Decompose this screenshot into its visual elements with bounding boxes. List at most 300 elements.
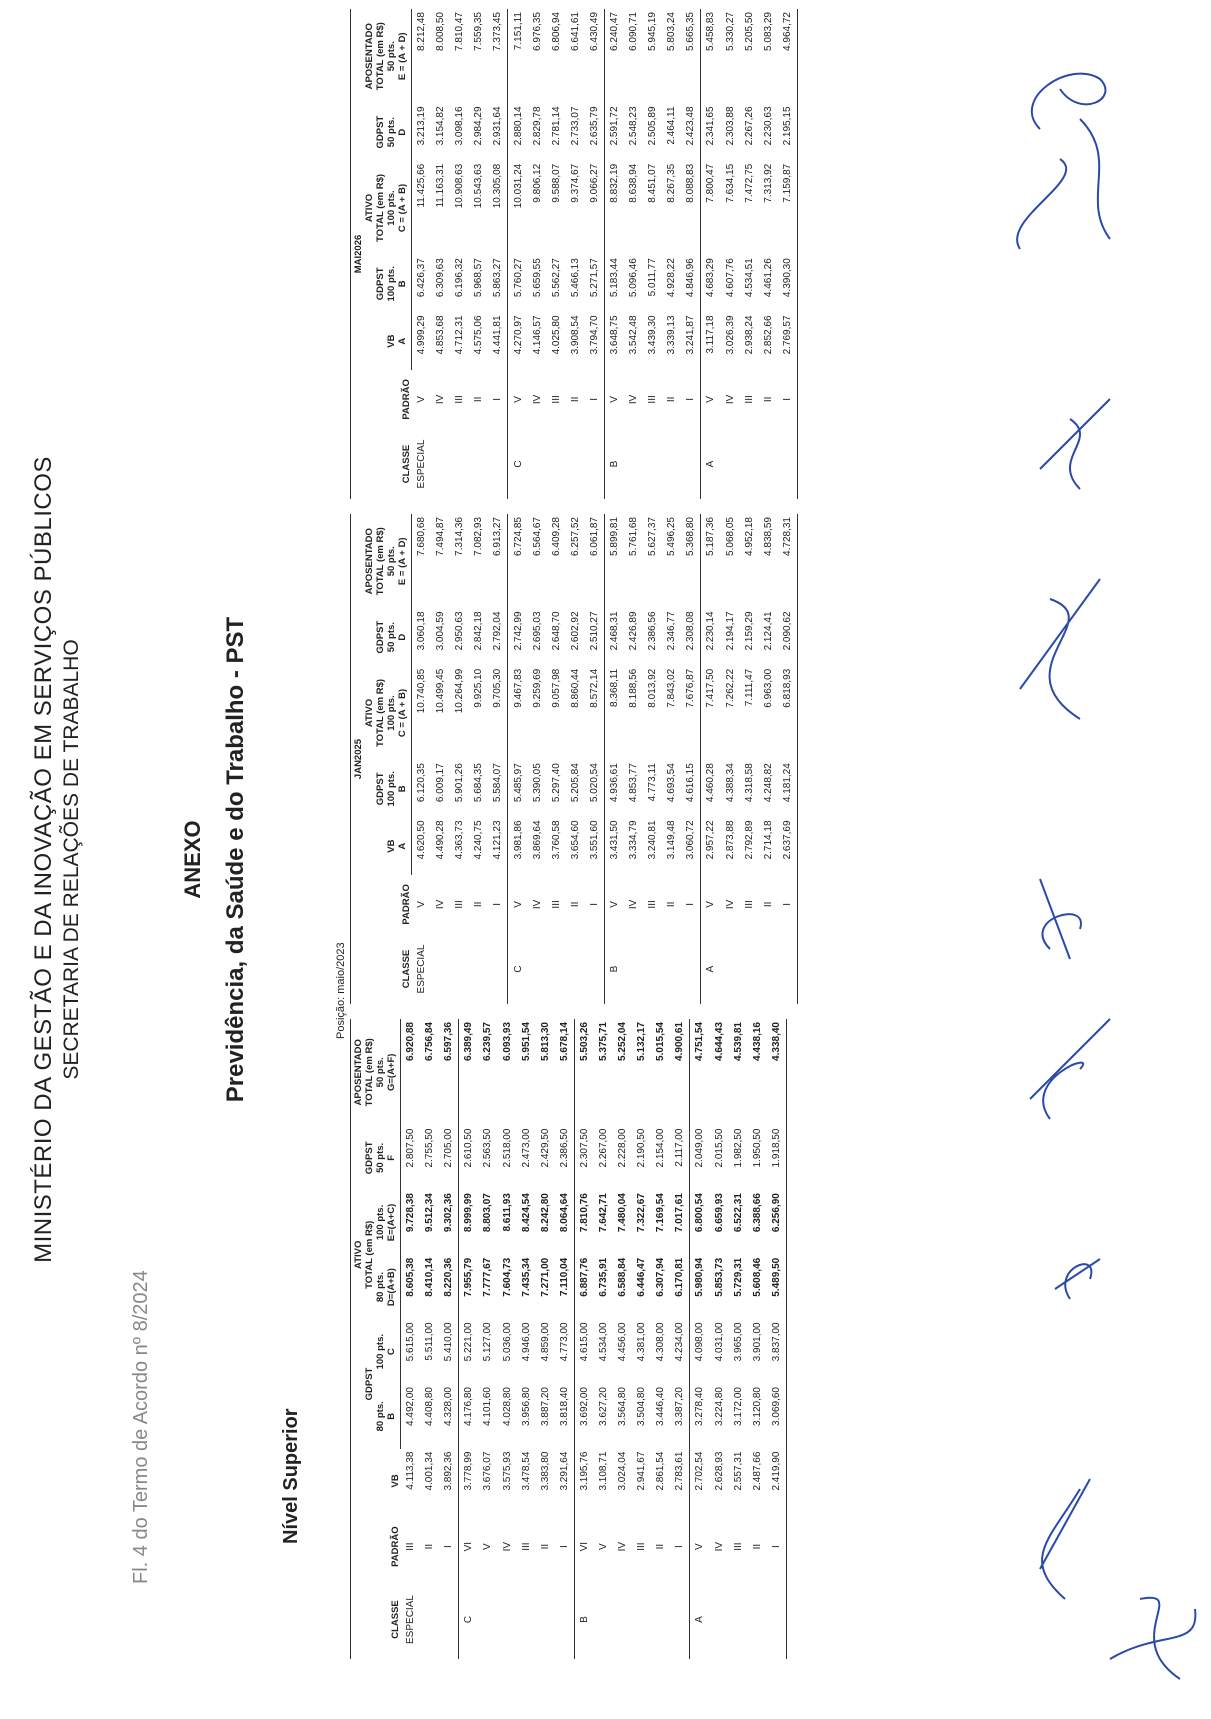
- cell-classe: C: [508, 429, 528, 499]
- cell-value: 4.644,43: [713, 1022, 725, 1061]
- cell-classe: [528, 934, 547, 1004]
- cell-value: 7.322,67: [636, 1193, 648, 1233]
- gdpst2-points: 50 pts.: [386, 117, 397, 148]
- salary-table-jan2025: [350, 514, 798, 1004]
- cell-classe: [566, 934, 585, 1004]
- cell-classe: [547, 429, 566, 499]
- cell-value: 3.195,76: [574, 1449, 594, 1514]
- cell-value: 2.880,14: [508, 103, 528, 160]
- cell-value: 7.169,54: [655, 1193, 667, 1233]
- cell-padrao: III: [404, 1542, 416, 1551]
- cell-value: 7.634,15: [724, 163, 736, 203]
- cell-value: 4.146,57: [531, 315, 543, 355]
- cell-classe: [662, 429, 681, 499]
- cell-value: 3.240,81: [647, 820, 659, 860]
- aposentado-total-label: TOTAL (em R$): [375, 527, 386, 596]
- cell-value: 4.620,50: [416, 820, 428, 860]
- table-row: [528, 9, 547, 499]
- cell-value: 7.111,47: [743, 668, 755, 707]
- cell-value: 7.810,76: [574, 1190, 594, 1255]
- cell-classe: [778, 934, 798, 1004]
- cell-value: 4.248,82: [762, 763, 774, 803]
- cell-padrao: V: [415, 396, 427, 403]
- cell-value: 4.001,34: [424, 1451, 436, 1491]
- col-letter-c: C: [386, 1319, 401, 1384]
- cell-value: 7.262,22: [724, 668, 736, 708]
- cell-value: 3.478,54: [520, 1451, 532, 1491]
- cell-value: 6.818,93: [778, 666, 798, 760]
- cell-value: 2.423,48: [685, 106, 697, 146]
- cell-padrao: III: [454, 900, 466, 909]
- cell-value: 7.314,36: [454, 517, 466, 556]
- cell-value: 4.859,00: [539, 1322, 551, 1362]
- cell-value: 3.542,48: [628, 315, 640, 355]
- cell-value: 5.015,54: [655, 1022, 667, 1061]
- cell-classe: [566, 429, 585, 499]
- cell-value: 10.499,45: [435, 668, 447, 714]
- cell-value: 2.303,88: [724, 106, 736, 146]
- cell-value: 3.387,20: [674, 1387, 686, 1426]
- cell-value: 4.388,34: [724, 763, 736, 803]
- table-row: [778, 514, 798, 1004]
- cell-value: 6.170,81: [674, 1257, 686, 1297]
- cell-padrao: IV: [628, 899, 640, 910]
- cell-padrao: III: [732, 1542, 744, 1551]
- cell-padrao: IV: [724, 899, 736, 910]
- cell-value: 5.205,84: [569, 763, 581, 803]
- col-aposentado: [351, 1019, 387, 1126]
- table-row: [517, 1019, 536, 1659]
- cell-value: 8.410,14: [424, 1257, 436, 1297]
- cell-value: 3.278,40: [690, 1384, 710, 1449]
- cell-value: 6.093,93: [501, 1022, 513, 1061]
- aposentado-label: APOSENTADO: [364, 528, 375, 595]
- cell-value: 5.678,14: [558, 1022, 570, 1061]
- cell-value: 4.025,80: [550, 315, 562, 355]
- cell-value: 6.239,57: [482, 1022, 494, 1061]
- table-row: [643, 514, 662, 1004]
- cell-value: 8.368,11: [604, 666, 624, 760]
- table-row: [508, 514, 528, 1004]
- gdpst-points: 100 pts.: [386, 266, 397, 302]
- table-row: [401, 1019, 421, 1659]
- table3-body: [412, 9, 798, 499]
- cell-value: 2.628,93: [713, 1451, 725, 1491]
- cell-value: 4.461,26: [762, 258, 774, 298]
- cell-classe: [778, 429, 798, 499]
- col-letter-g: G=(A+F): [386, 1019, 401, 1126]
- cell-padrao: IV: [724, 394, 736, 405]
- cell-value: 3.060,72: [685, 820, 697, 860]
- cell-value: 9.512,34: [424, 1193, 436, 1233]
- cell-value: 2.873,88: [724, 820, 736, 860]
- cell-value: 3.818,40: [558, 1387, 570, 1426]
- col-padrao: PADRÃO: [400, 379, 412, 420]
- cell-classe: [555, 1580, 575, 1659]
- cell-classe: [740, 934, 759, 1004]
- cell-value: 3.069,60: [767, 1384, 787, 1449]
- cell-value: 3.241,87: [685, 315, 697, 355]
- cell-value: 7.417,50: [701, 666, 721, 760]
- cell-value: 6.061,87: [588, 517, 600, 556]
- cell-classe: [585, 934, 605, 1004]
- table-row: [459, 1019, 479, 1659]
- gdpst-label: GDPST: [375, 267, 386, 301]
- cell-classe: [528, 429, 547, 499]
- cell-value: 3.908,54: [569, 315, 581, 355]
- cell-value: 4.438,16: [751, 1022, 763, 1061]
- cell-value: 6.806,94: [550, 12, 562, 51]
- cell-padrao: III: [743, 395, 755, 404]
- cell-classe: [431, 429, 450, 499]
- table-row: [701, 9, 721, 499]
- aposentado-label: APOSENTADO: [353, 1039, 364, 1106]
- cell-value: 10.908,63: [454, 163, 466, 209]
- gdpst-label: GDPST: [375, 772, 386, 806]
- cell-padrao: V: [701, 370, 721, 429]
- cell-value: 2.090,62: [778, 608, 798, 665]
- table-row: [651, 1019, 670, 1659]
- col-t100: 100 pts.: [375, 1204, 386, 1241]
- cell-value: 2.015,50: [713, 1128, 725, 1168]
- cell-value: 4.363,73: [454, 820, 466, 860]
- cell-value: 8.803,07: [482, 1193, 494, 1233]
- cell-classe: [469, 934, 488, 1004]
- cell-classe: B: [574, 1580, 594, 1659]
- cell-value: 2.341,65: [701, 103, 721, 160]
- cell-padrao: IV: [435, 899, 447, 910]
- cell-classe: [767, 1580, 787, 1659]
- col-letter-b: B: [386, 1384, 401, 1449]
- cell-classe: [594, 1580, 613, 1659]
- cell-classe: C: [459, 1580, 479, 1659]
- cell-value: 5.503,26: [574, 1019, 594, 1126]
- signature-2: [1040, 1479, 1090, 1599]
- cell-padrao: V: [482, 1543, 494, 1550]
- cell-value: 3.869,64: [531, 820, 543, 860]
- cell-value: 2.195,15: [778, 103, 798, 160]
- cell-value: 2.733,07: [569, 106, 581, 146]
- cell-value: 10.031,24: [508, 161, 528, 255]
- cell-value: 9.467,83: [508, 666, 528, 760]
- cell-classe: [488, 934, 508, 1004]
- cell-padrao: II: [762, 396, 774, 403]
- cell-value: 3.446,40: [655, 1387, 667, 1426]
- cell-value: 5.659,55: [531, 258, 543, 298]
- cell-value: 3.439,30: [647, 315, 659, 355]
- cell-value: 5.011,77: [647, 258, 659, 297]
- table-row: [681, 9, 701, 499]
- cell-value: 3.564,80: [617, 1387, 629, 1426]
- col-aposentado: [364, 9, 397, 103]
- table-row: [604, 514, 624, 1004]
- cell-value: 7.676,87: [685, 668, 697, 708]
- cell-value: 3.154,82: [435, 106, 447, 146]
- cell-padrao: I: [778, 875, 798, 934]
- table-row: [748, 1019, 767, 1659]
- cell-value: 5.968,57: [473, 258, 485, 298]
- cell-value: 3.339,13: [666, 315, 678, 355]
- cell-padrao: IV: [531, 394, 543, 405]
- cell-value: 2.950,63: [454, 611, 466, 651]
- cell-padrao: II: [539, 1543, 551, 1550]
- cell-value: 3.504,80: [636, 1387, 648, 1426]
- cell-classe: [632, 1580, 651, 1659]
- col-letter-e: E = (A + D): [397, 9, 412, 103]
- cell-padrao: I: [778, 370, 798, 429]
- cell-value: 3.149,48: [666, 820, 678, 860]
- cell-value: 2.346,77: [666, 611, 678, 651]
- cell-value: 7.435,34: [520, 1257, 532, 1297]
- cell-value: 3.026,39: [724, 315, 736, 355]
- cell-value: 3.004,59: [435, 611, 447, 651]
- cell-padrao: I: [674, 1545, 686, 1549]
- cell-value: 4.683,29: [701, 255, 721, 312]
- cell-value: 3.676,07: [482, 1451, 494, 1491]
- ativo-total-label: TOTAL (em R$): [375, 173, 386, 243]
- table-row: [488, 514, 508, 1004]
- cell-value: 8.451,07: [647, 163, 659, 203]
- cell-value: 6.659,93: [713, 1193, 725, 1233]
- cell-value: 6.800,54: [690, 1190, 710, 1255]
- cell-value: 8.424,54: [520, 1193, 532, 1233]
- cell-padrao: V: [508, 875, 528, 934]
- cell-value: 3.692,00: [574, 1384, 594, 1449]
- cell-value: 7.271,00: [539, 1257, 551, 1297]
- cell-value: 5.083,29: [762, 12, 774, 51]
- cell-value: 2.563,50: [482, 1128, 494, 1168]
- gdpst2-label: GDPST: [375, 115, 386, 149]
- salary-table-2023: [350, 1019, 787, 1659]
- cell-value: 4.846,96: [685, 258, 697, 298]
- cell-value: 4.952,18: [743, 517, 755, 556]
- cell-value: 3.956,80: [520, 1387, 532, 1426]
- col-ativo: [364, 666, 397, 760]
- cell-value: 5.496,25: [666, 517, 678, 556]
- cell-value: 7.800,47: [701, 161, 721, 255]
- table-row: [439, 1019, 459, 1659]
- cell-value: 5.627,37: [647, 517, 659, 556]
- cell-classe: [613, 1580, 632, 1659]
- secretaria-heading: SECRETARIA DE RELAÇÕES DE TRABALHO: [60, 639, 83, 1080]
- cell-value: 2.591,72: [604, 103, 624, 160]
- table-row: [662, 514, 681, 1004]
- cell-padrao: II: [751, 1543, 763, 1550]
- cell-value: 8.064,64: [558, 1193, 570, 1233]
- cell-value: 2.637,69: [778, 817, 798, 874]
- cell-value: 2.468,31: [604, 608, 624, 665]
- cell-value: 3.098,16: [454, 106, 466, 146]
- cell-value: 5.368,80: [685, 517, 697, 556]
- cell-value: 5.458,83: [701, 9, 721, 103]
- cell-padrao: I: [685, 398, 697, 401]
- cell-value: 11.163,31: [435, 163, 447, 208]
- cell-value: 5.252,04: [617, 1022, 629, 1061]
- cell-value: 2.769,57: [778, 312, 798, 369]
- table-row: [670, 1019, 690, 1659]
- cell-value: 2.755,50: [424, 1128, 436, 1168]
- table-row: [566, 514, 585, 1004]
- signature-4: [1030, 1019, 1110, 1119]
- cell-value: 4.693,54: [666, 763, 678, 803]
- cell-value: 9.057,98: [550, 668, 562, 708]
- cell-value: 4.121,23: [492, 820, 504, 860]
- cell-classe: [478, 1580, 497, 1659]
- cell-classe: [469, 429, 488, 499]
- cell-value: 4.381,00: [636, 1322, 648, 1362]
- cell-value: 2.957,22: [701, 817, 721, 874]
- cell-value: 9.728,38: [405, 1193, 417, 1233]
- cell-value: 5.980,94: [690, 1255, 710, 1320]
- cell-value: 5.951,54: [520, 1022, 532, 1061]
- cell-value: 2.049,00: [690, 1126, 710, 1191]
- cell-value: 2.702,54: [690, 1449, 710, 1514]
- cell-classe: [662, 934, 681, 1004]
- cell-value: 6.009,17: [435, 763, 447, 803]
- cell-padrao: I: [492, 903, 504, 906]
- cell-value: 2.829,78: [531, 106, 543, 146]
- table-row: [710, 1019, 729, 1659]
- cell-value: 4.607,76: [724, 258, 736, 298]
- cell-padrao: I: [588, 903, 600, 906]
- cell-value: 2.426,89: [628, 611, 640, 651]
- cell-classe: [547, 934, 566, 1004]
- cell-classe: [670, 1580, 690, 1659]
- cell-value: 2.635,79: [588, 106, 600, 146]
- cell-value: 5.945,19: [647, 12, 659, 51]
- cell-value: 3.794,70: [588, 315, 600, 355]
- cell-value: 5.375,71: [597, 1022, 609, 1061]
- cell-value: 2.190,50: [636, 1128, 648, 1168]
- cell-value: 6.913,27: [492, 517, 504, 556]
- ativo-total-label: TOTAL (em R$): [375, 678, 386, 748]
- col-letter-d: D=(A+B): [386, 1255, 401, 1320]
- cell-classe: [450, 429, 469, 499]
- col-letter-d: D: [397, 608, 412, 665]
- cell-value: 5.466,13: [569, 258, 581, 298]
- cell-value: 3.108,71: [597, 1451, 609, 1491]
- aposentado-label: APOSENTADO: [364, 23, 375, 90]
- cell-value: 5.330,27: [724, 12, 736, 51]
- cell-padrao: II: [569, 396, 581, 403]
- salary-table-mai2026: [350, 9, 798, 499]
- cell-value: 4.539,81: [732, 1022, 744, 1061]
- table-row: [662, 9, 681, 499]
- cell-value: 2.792,89: [743, 820, 755, 860]
- cell-value: 5.096,46: [628, 258, 640, 298]
- col-gdpst2: [364, 608, 397, 665]
- cell-value: 2.464,11: [666, 106, 678, 145]
- cell-value: 2.941,67: [636, 1451, 648, 1491]
- cell-value: 2.228,00: [617, 1128, 629, 1168]
- cell-value: 4.031,00: [713, 1322, 725, 1362]
- cell-value: 3.224,80: [713, 1387, 725, 1426]
- cell-padrao: III: [743, 900, 755, 909]
- cell-value: 2.931,64: [492, 106, 504, 146]
- cell-value: 4.098,00: [690, 1319, 710, 1384]
- cell-value: 4.751,54: [690, 1019, 710, 1126]
- cell-classe: [643, 934, 662, 1004]
- signature-5: [1040, 879, 1081, 959]
- table-row: [469, 9, 488, 499]
- cell-value: 5.760,27: [508, 255, 528, 312]
- cell-value: 2.124,41: [762, 611, 774, 651]
- ativo-label: ATIVO: [364, 193, 375, 223]
- cell-value: 3.334,79: [628, 820, 640, 860]
- table-row: [604, 9, 624, 499]
- cell-value: 8.188,56: [628, 668, 640, 708]
- cell-value: 2.505,89: [647, 106, 659, 146]
- table-row: [759, 9, 778, 499]
- cell-value: 3.024,04: [617, 1451, 629, 1491]
- cell-value: 5.665,35: [685, 12, 697, 51]
- table-row: [613, 1019, 632, 1659]
- cell-value: 4.328,00: [443, 1387, 455, 1426]
- cell-value: 7.159,87: [778, 161, 798, 255]
- cell-value: 4.408,80: [424, 1387, 436, 1426]
- cell-value: 4.999,29: [416, 315, 428, 355]
- table-row: [594, 1019, 613, 1659]
- cell-padrao: I: [492, 398, 504, 401]
- cell-value: 2.230,63: [762, 106, 774, 146]
- cell-value: 8.860,44: [569, 668, 581, 708]
- table-row: [643, 9, 662, 499]
- cell-value: 2.602,92: [569, 611, 581, 651]
- signature-1: [1110, 1598, 1195, 1679]
- table-row: [740, 9, 759, 499]
- cell-value: 3.654,60: [569, 820, 581, 860]
- cell-value: 6.597,36: [443, 1022, 455, 1061]
- table-row: [729, 1019, 748, 1659]
- cell-value: 2.117,00: [674, 1128, 686, 1167]
- cell-value: 2.610,50: [459, 1126, 479, 1191]
- cell-value: 8.013,92: [647, 668, 659, 708]
- cell-value: 5.562,27: [550, 258, 562, 298]
- cell-value: 5.608,46: [751, 1257, 763, 1297]
- ativo-points: 100 pts.: [386, 190, 397, 226]
- cell-classe: [439, 1580, 459, 1659]
- cell-value: 4.176,80: [459, 1384, 479, 1449]
- cell-value: 2.807,50: [405, 1128, 417, 1168]
- cell-value: 8.572,14: [588, 668, 600, 708]
- cell-padrao: III: [550, 900, 562, 909]
- cell-value: 5.132,17: [636, 1022, 648, 1061]
- cell-padrao: II: [424, 1543, 436, 1550]
- table-row: [555, 1019, 575, 1659]
- col-vb: VB: [386, 334, 397, 348]
- cell-value: 6.724,85: [508, 514, 528, 608]
- cell-value: 8.638,94: [628, 163, 640, 203]
- table-row: [701, 514, 721, 1004]
- cell-value: 3.213,19: [416, 106, 428, 146]
- cell-value: 3.892,36: [443, 1451, 455, 1491]
- col-t80: 80 pts.: [375, 1272, 386, 1303]
- cell-padrao: II: [666, 901, 678, 908]
- cell-value: 2.705,00: [443, 1128, 455, 1168]
- cell-padrao: IV: [501, 1541, 513, 1552]
- level-heading: Nível Superior: [280, 1408, 302, 1544]
- cell-value: 9.066,27: [588, 163, 600, 203]
- gdpst2-label: GDPST: [375, 620, 386, 654]
- cell-value: 9.302,36: [443, 1193, 455, 1233]
- cell-value: 4.181,24: [778, 760, 798, 817]
- cell-value: 6.641,61: [569, 12, 581, 51]
- table-row: [488, 9, 508, 499]
- cell-classe: ESPECIAL: [404, 1595, 416, 1644]
- cell-value: 4.712,31: [454, 315, 466, 355]
- cell-padrao: III: [647, 395, 659, 404]
- signature-7: [1040, 399, 1110, 489]
